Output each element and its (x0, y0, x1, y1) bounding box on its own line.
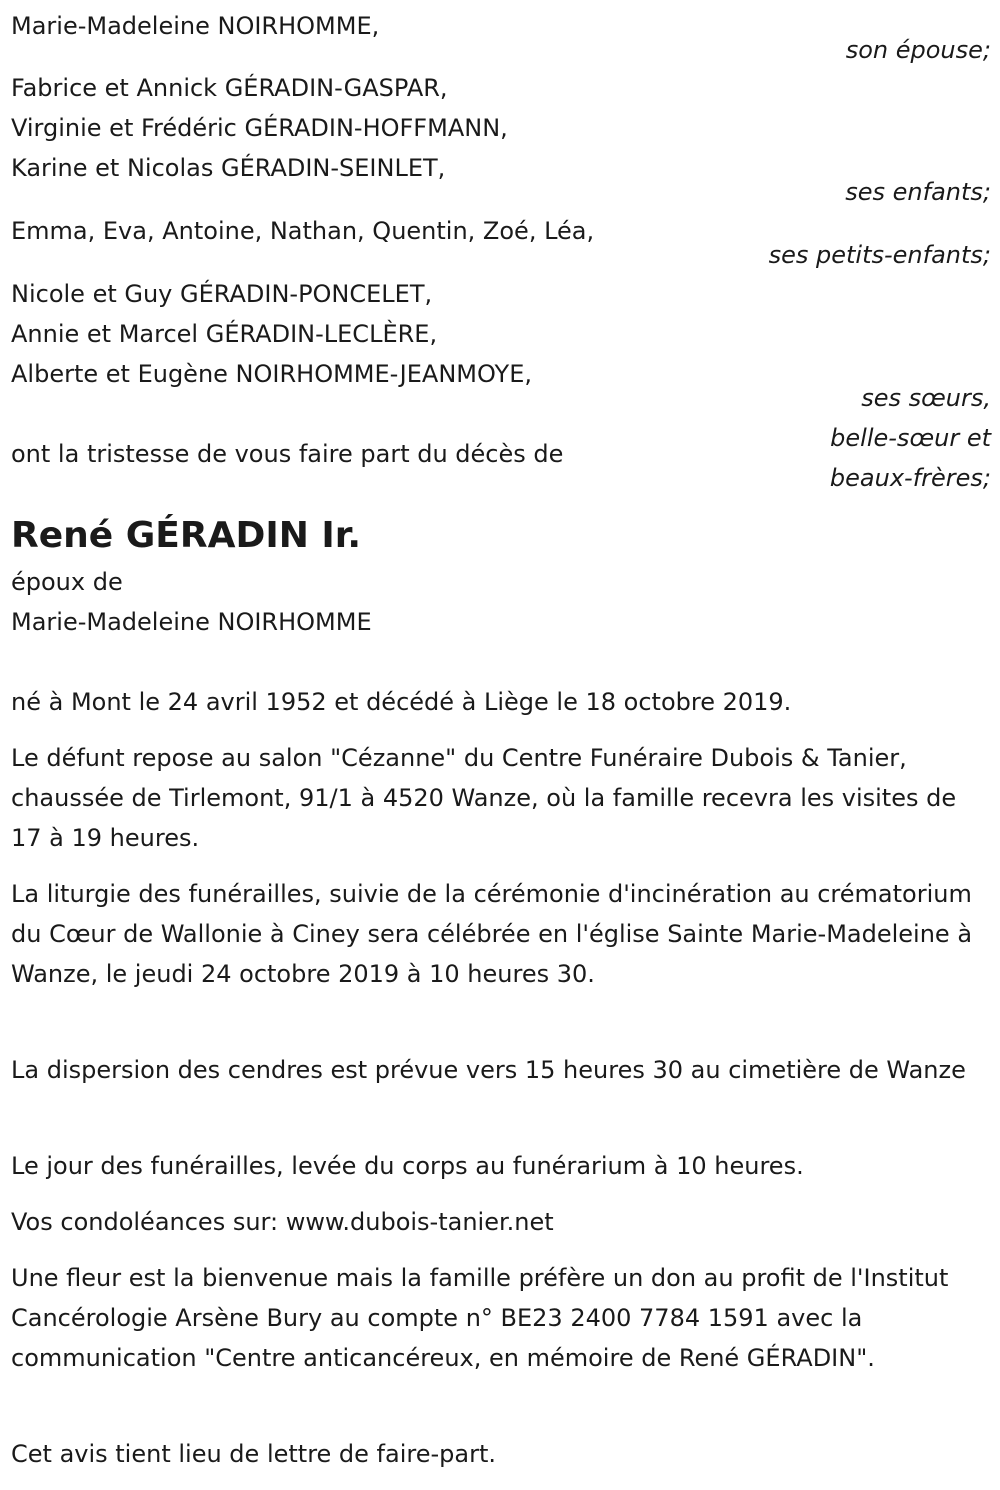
closing-paragraph: Cet avis tient lieu de lettre de faire-part. (11, 1440, 496, 1468)
repose-paragraph: Le défunt repose au salon "Cézanne" du Centre Funéraire Dubois & Tanier, chaussée de Tirlemont, 91/1 à 4520 Wanze, où la famille recevra les visites de 17 à 19 heures. (11, 744, 957, 852)
siblings-role-line: belle-sœur et (830, 424, 991, 452)
spouse-role: son épouse; (845, 36, 991, 64)
announcement-text: ont la tristesse de vous faire part du décès de (11, 440, 564, 468)
birth-death-paragraph: né à Mont le 24 avril 1952 et décédé à Liège le 18 octobre 2019. (11, 688, 792, 716)
epoux-name: Marie-Madeleine NOIRHOMME (11, 608, 372, 636)
deceased-name: René GÉRADIN Ir. (11, 515, 362, 556)
liturgy-paragraph: La liturgie des funérailles, suivie de la cérémonie d'incinération au crématorium du Cœur de Wallonie à Ciney sera célébrée en l'église Sainte Marie-Madeleine à Wanze, le jeudi 24 octobre 2019 à 10 heures 30. (11, 880, 973, 988)
grandchildren-line: Emma, Eva, Antoine, Nathan, Quentin, Zoé, Léa, (11, 217, 595, 245)
children-role: ses enfants; (845, 178, 991, 206)
donation-paragraph: Une fleur est la bienvenue mais la famille préfère un don au profit de l'Institut Cancérologie Arsène Bury au compte n° BE23 2400 7784 1591 avec la communication "Centre anticancéreux, en mémoire de René GÉRADIN". (11, 1264, 949, 1372)
child-line: Karine et Nicolas GÉRADIN-SEINLET, (11, 154, 446, 182)
sibling-line: Nicole et Guy GÉRADIN-PONCELET, (11, 280, 433, 308)
sibling-line: Annie et Marcel GÉRADIN-LECLÈRE, (11, 320, 438, 348)
dispersion-paragraph: La dispersion des cendres est prévue vers 15 heures 30 au cimetière de Wanze (11, 1056, 966, 1084)
epoux-label: époux de (11, 568, 123, 596)
child-line: Virginie et Frédéric GÉRADIN-HOFFMANN, (11, 114, 508, 142)
funeral-day-paragraph: Le jour des funérailles, levée du corps au funérarium à 10 heures. (11, 1152, 804, 1180)
sibling-line: Alberte et Eugène NOIRHOMME-JEANMOYE, (11, 360, 533, 388)
grandchildren-role: ses petits-enfants; (768, 241, 991, 269)
siblings-role-line: ses sœurs, (861, 384, 991, 412)
spouse-line: Marie-Madeleine NOIRHOMME, (11, 12, 380, 40)
siblings-role-line: beaux-frères; (829, 464, 991, 492)
child-line: Fabrice et Annick GÉRADIN-GASPAR, (11, 74, 448, 102)
condolences-paragraph: Vos condoléances sur: www.dubois-tanier.net (11, 1208, 554, 1236)
